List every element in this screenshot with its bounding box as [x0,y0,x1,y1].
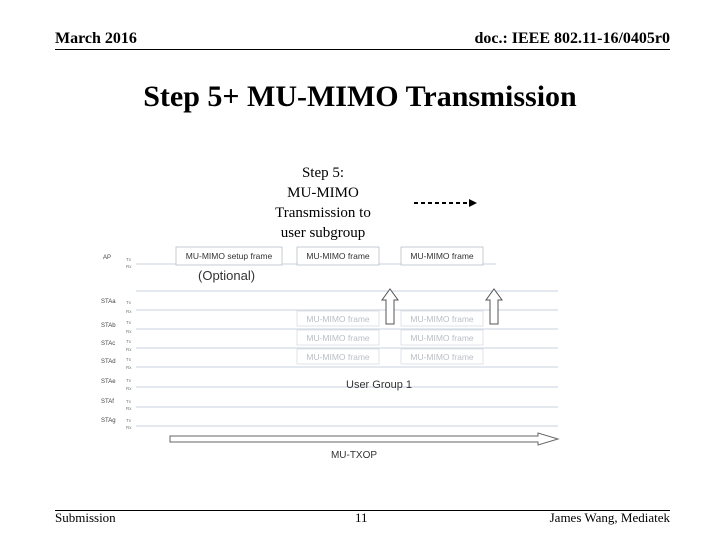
tx-label: Tx [126,257,131,262]
footer-page-number: 11 [355,510,368,525]
up-arrow-icon [382,289,398,324]
ap-frame-label: MU-MIMO frame [306,251,370,261]
caption-line: Transmission to [275,205,371,221]
station-label: STAc [101,341,116,347]
setup-frame-label: MU-MIMO setup frame [185,251,273,261]
sta-frame-label: MU-MIMO frame [306,333,370,343]
sta-frame-label: MU-MIMO frame [410,314,474,324]
station-label: STAf [101,399,114,405]
slide-title: Step 5+ MU-MIMO Transmission [143,80,577,113]
tx-label: Tx [126,378,131,383]
station-label: STAb [101,323,116,329]
caption-line: user subgroup [280,225,366,241]
txop-label: MU-TXOP [330,450,378,461]
caption-line: MU-MIMO [287,185,359,201]
sta-frame-label: MU-MIMO frame [306,314,370,324]
header-rule [55,49,670,50]
tx-label: Tx [126,320,131,325]
station-label: STAa [101,299,116,305]
station-label: STAd [101,359,116,365]
up-arrow-icon [486,289,502,324]
station-label: STAe [101,379,116,385]
rx-label: Rx [126,386,132,391]
rx-label: Rx [126,347,132,352]
header-doc-id: doc.: IEEE 802.11-16/0405r0 [474,30,670,47]
tx-label: Tx [126,339,131,344]
mu-mimo-timing-diagram [98,242,568,467]
caption-line: Step 5: [301,165,345,181]
footer-author: James Wang, Mediatek [549,510,670,525]
tx-label: Tx [126,418,131,423]
rx-label: Rx [126,309,132,314]
station-label: STAg [101,418,116,424]
rx-label: Rx [126,329,132,334]
rx-label: Rx [126,365,132,370]
rx-label: Rx [126,425,132,430]
dashed-arrow-icon [413,195,479,211]
optional-label: (Optional) [198,268,256,283]
tx-label: Tx [126,300,131,305]
txop-arrow-icon [170,433,558,445]
user-group-label: User Group 1 [346,379,413,391]
header-date: March 2016 [55,30,137,47]
ap-frame-label: MU-MIMO frame [410,251,474,261]
footer-submission: Submission [55,510,116,525]
tx-label: Tx [126,357,131,362]
station-label: AP [103,255,112,261]
sta-frame-label: MU-MIMO frame [410,352,474,362]
sta-frame-label: MU-MIMO frame [410,333,474,343]
step-caption [258,163,388,243]
rx-label: Rx [126,264,132,269]
rx-label: Rx [126,406,132,411]
tx-label: Tx [126,399,131,404]
sta-frame-label: MU-MIMO frame [306,352,370,362]
